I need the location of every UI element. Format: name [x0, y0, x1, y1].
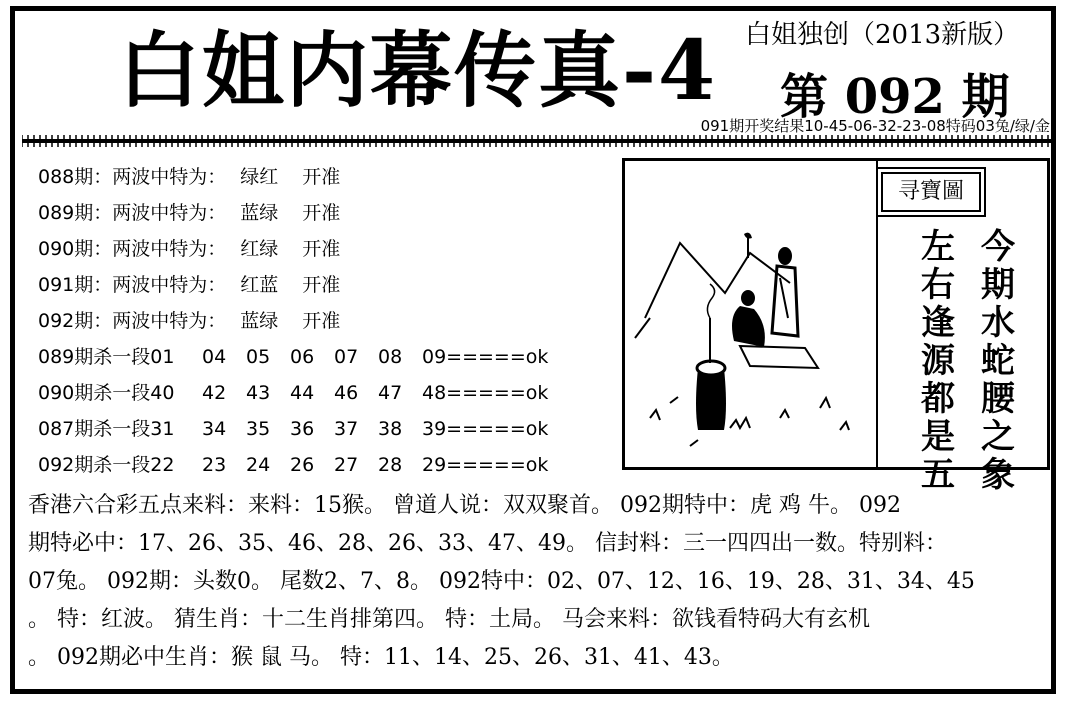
kill-row: [38, 378, 548, 405]
wave-row-label: 089期：两波中特为：: [38, 202, 227, 224]
wave-row-status: 开准: [302, 202, 341, 224]
kill-row-end: 39=====ok: [422, 418, 549, 440]
wave-row-status: 开准: [302, 274, 341, 296]
info-line: 。 092期必中生肖：猴 鼠 马。 特：11、14、25、26、31、41、43。: [28, 645, 734, 670]
wave-row: [38, 306, 340, 333]
wave-row-label: 091期：两波中特为：: [38, 274, 227, 296]
verse-column-left: [918, 228, 958, 494]
kill-row: [38, 450, 548, 477]
wave-row-value: 红蓝: [240, 274, 279, 296]
info-line: 。 特：红波。 猜生肖：十二生肖排第四。 特：土局。 马会来料：欲钱看特码大有玄机: [28, 607, 870, 632]
kill-row-num: 08: [378, 346, 403, 368]
treasure-illustration: [630, 168, 870, 458]
wave-row-status: 开准: [302, 238, 341, 260]
kill-row-num: 47: [378, 382, 403, 404]
wave-row-status: 开准: [302, 310, 341, 332]
wave-row-label: 090期：两波中特为：: [38, 238, 227, 260]
kill-row-num: 44: [290, 382, 315, 404]
kill-row-num: 06: [290, 346, 315, 368]
wave-row-value: 蓝绿: [240, 310, 279, 332]
kill-row-num: 34: [202, 418, 227, 440]
kill-row-num: 38: [378, 418, 403, 440]
kill-row-end: 29=====ok: [422, 454, 549, 476]
edition-label: 白姐独创（2013新版）: [745, 20, 1020, 50]
verse-column-right: [978, 228, 1018, 494]
last-result: 091期开奖结果10-45-06-32-23-08特码03兔/绿/金: [700, 117, 1050, 135]
kill-row-num: 27: [334, 454, 359, 476]
kill-row-end: 09=====ok: [422, 346, 549, 368]
kill-row-num: 04: [202, 346, 227, 368]
kill-row-num: 26: [290, 454, 315, 476]
kill-row-num: 28: [378, 454, 403, 476]
picture-divider: [876, 160, 878, 468]
wave-row: [38, 198, 340, 225]
kill-row-label: 090期杀一段40: [38, 382, 175, 404]
verse-text-left: 左 右 逢 源 都 是 五: [921, 227, 955, 495]
wave-row-status: 开准: [302, 166, 341, 188]
wave-row-value: 红绿: [240, 238, 279, 260]
kill-row-num: 46: [334, 382, 359, 404]
kill-row-num: 24: [246, 454, 271, 476]
wave-row-label: 092期：两波中特为：: [38, 310, 227, 332]
wave-row-value: 蓝绿: [240, 202, 279, 224]
verse-text-right: 今 期 水 蛇 腰 之 象: [981, 227, 1015, 495]
kill-row-label: 087期杀一段31: [38, 418, 175, 440]
wave-row: [38, 162, 340, 189]
kill-row: [38, 342, 548, 369]
info-line: 期特必中：17、26、35、46、28、26、33、47、49。 信封料：三一四四出一数。特别料：: [28, 531, 947, 556]
kill-row-num: 05: [246, 346, 271, 368]
kill-row-num: 23: [202, 454, 227, 476]
kill-row-label: 089期杀一段01: [38, 346, 175, 368]
info-line: 香港六合彩五点来料：来料：15猴。 曾道人说：双双聚首。 092期特中：虎 鸡 牛。 092: [28, 493, 901, 518]
wave-row: [38, 234, 340, 261]
wave-row-value: 绿红: [240, 166, 279, 188]
kill-row-num: 07: [334, 346, 359, 368]
kill-row-label: 092期杀一段22: [38, 454, 175, 476]
kill-row-end: 48=====ok: [422, 382, 549, 404]
main-title: 白姐内幕传真-4: [118, 23, 718, 119]
divider-line: [22, 135, 1052, 147]
info-line: 07兔。 092期：头数0。 尾数2、7、8。 092特中：02、07、12、16、19、28、31、34、45: [28, 569, 975, 594]
kill-row-num: 37: [334, 418, 359, 440]
treasure-map-badge: 寻寶圖: [881, 172, 981, 212]
kill-row-num: 36: [290, 418, 315, 440]
issue-number: 第 092 期: [780, 69, 1010, 125]
wave-row-label: 088期：两波中特为：: [38, 166, 227, 188]
kill-row-num: 35: [246, 418, 271, 440]
kill-row-num: 42: [202, 382, 227, 404]
wave-row: [38, 270, 340, 297]
kill-row: [38, 414, 548, 441]
kill-row-num: 43: [246, 382, 271, 404]
